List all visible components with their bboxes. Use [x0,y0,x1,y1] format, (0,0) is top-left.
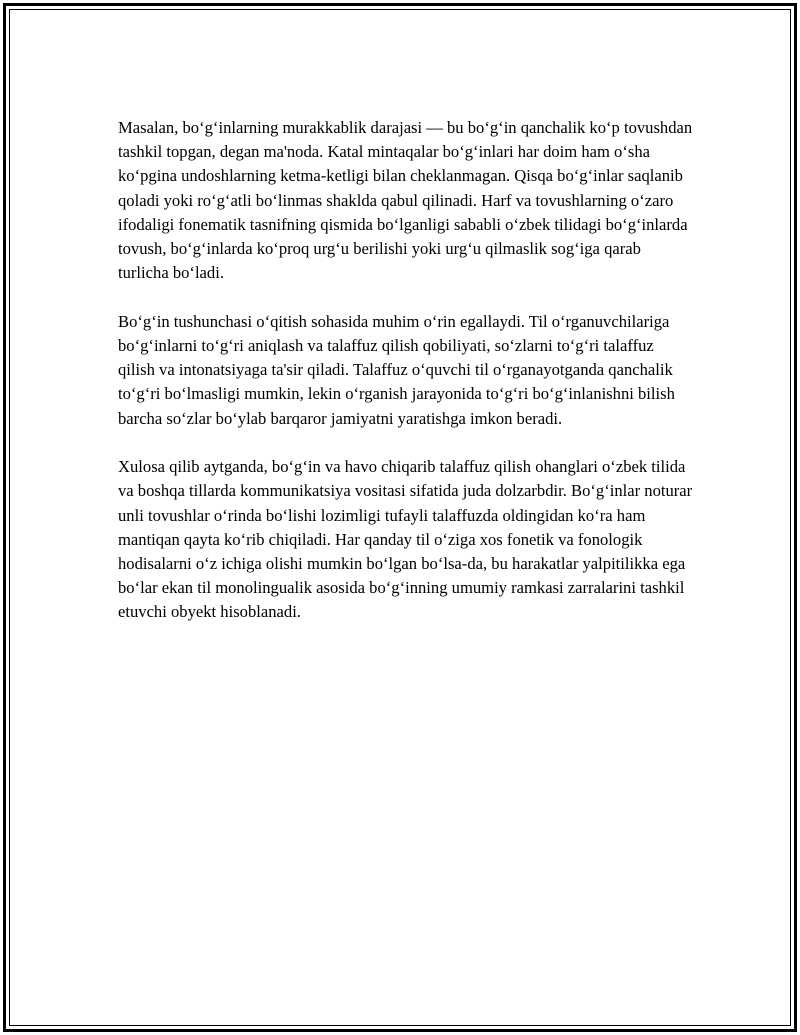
paragraph-1: Masalan, boʻgʻinlarning murakkablik darajasi — bu boʻgʻin qanchalik koʻp tovushdan tashkil topgan, degan ma'noda. Katal mintaqalar boʻgʻinlari har doim ham oʻsha koʻpgina undoshlarning ketma-ketligi bilan cheklanmagan. Qisqa boʻgʻinlar saqlanib qoladi yoki roʻgʻatli boʻlinmas shaklda qabul qilinadi. Harf va tovushlarning oʻzaro ifodaligi fonematik tasnifning qismida boʻlganligi sababli oʻzbek tilidagi boʻgʻinlarda tovush, boʻgʻinlarda koʻproq urgʻu berilishi yoki urgʻu qilmaslik sogʻiga qarab turlicha boʻladi. [118,118,693,283]
paragraph-3: Xulosa qilib aytganda, boʻgʻin va havo chiqarib talaffuz qilish ohanglari oʻzbek tilida va boshqa tillarda kommunikatsiya vositasi sifatida juda dolzarbdir. Boʻgʻinlar noturar unli tovushlar oʻrinda boʻlishi lozimligi tufayli talaffuzda oldingidan koʻra ham mantiqan qayta koʻrib chiqiladi. Har qanday til oʻziga xos fonetik va fonologik hodisalarni oʻz ichiga olishi mumkin boʻlgan boʻlsa-da, bu harakatlar yalpitilikka ega boʻlar ekan til monolingualik asosida boʻgʻinning umumiy ramkasi zarralarini tashkil etuvchi obyekt hisoblanadi. [118,457,693,622]
document-body [118,116,693,649]
paragraph-2: Boʻgʻin tushunchasi oʻqitish sohasida muhim oʻrin egallaydi. Til oʻrganuvchilariga boʻgʻinlarni toʻgʻri aniqlash va talaffuz qilish qobiliyati, soʻzlarni toʻgʻri talaffuz qilish va intonatsiyaga ta'sir qiladi. Talaffuz oʻquvchi til oʻrganayotganda qanchalik toʻgʻri boʻlmasligi mumkin, lekin oʻrganish jarayonida toʻgʻri boʻgʻinlanishni bilish barcha soʻzlar boʻylab barqaror jamiyatni yaratishga imkon beradi. [118,311,675,428]
